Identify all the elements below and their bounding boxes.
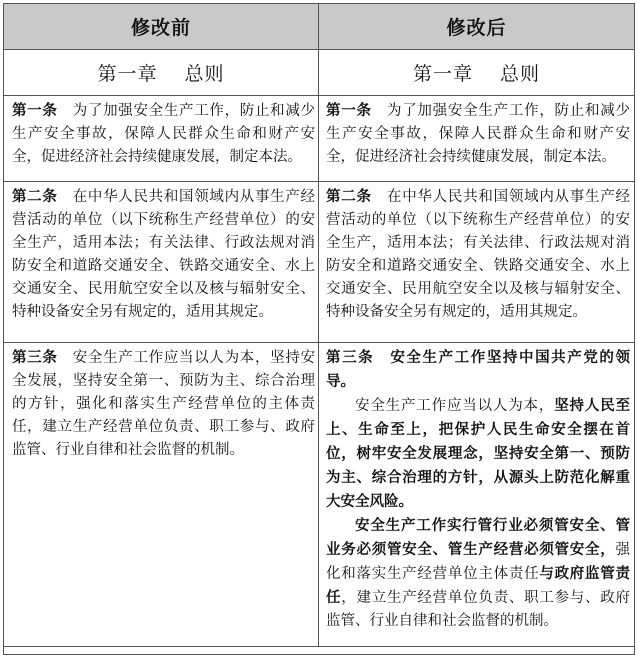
article-2-before-title: 第二条 — [12, 188, 58, 205]
article-3-after-p3b: 强化和落实生产经营单位主体责任 — [326, 542, 630, 582]
article-3-after-p3a: 安全生产工作实行管行业必须管安全、管业务必须管安全、管生产经营必须管安全， — [326, 517, 630, 558]
header-after: 修改后 — [446, 17, 507, 39]
article-3-before-title: 第三条 — [12, 349, 58, 366]
article-3-after — [319, 343, 634, 646]
article-1-before-title: 第一条 — [12, 102, 58, 119]
article-row-2 — [4, 182, 634, 343]
article-row-1 — [4, 96, 634, 182]
chapter-row — [4, 50, 634, 96]
article-2-after-title: 第二条 — [326, 188, 372, 205]
article-1-after-title: 第一条 — [326, 102, 372, 119]
article-3-after-p2a: 安全生产工作应当以人为本， — [355, 398, 555, 414]
article-2-before — [4, 182, 319, 342]
article-2-before-text: 在中华人民共和国领域内从事生产经营活动的单位（以下统称生产经营单位）的安全生产，适用本法；有关法律、行政法规对消防安全和道路交通安全、铁路交通安全、水上交通安全、民用航空安全以及核与辐射安全、特种设备安全另有规定的，适用其规定。 — [12, 189, 316, 320]
table-header-row — [4, 4, 634, 50]
article-3-after-title: 第三条 — [326, 349, 375, 366]
chapter-after-title: 第一章 总则 — [412, 63, 541, 85]
article-3-before — [4, 343, 319, 646]
article-2-after — [319, 182, 634, 342]
article-row-3 — [4, 343, 634, 647]
article-1-after — [319, 96, 634, 181]
article-1-before-text: 为了加强安全生产工作，防止和减少生产安全事故，保障人民群众生命和财产安全，促进经济社会持续健康发展，制定本法。 — [12, 103, 316, 165]
chapter-after — [319, 50, 634, 95]
article-3-before-text: 安全生产工作应当以人为本，坚持安全发展，坚持安全第一、预防为主、综合治理的方针，强化和落实生产经营单位的主体责任，建立生产经营单位负责、职工参与、政府监管、行业自律和社会监督的机制。 — [12, 350, 316, 458]
article-3-after-p1: 安全生产工作坚持中国共产党的领导。 — [326, 349, 630, 390]
article-3-after-p2b: 坚持人民至上、生命至上，把保护人民生命安全摆在首位，树牢安全发展理念，坚持安全第一、预防为主、综合治理的方针，从源头上防范化解重大安全风险。 — [326, 397, 631, 510]
header-before: 修改前 — [4, 4, 319, 49]
chapter-before-title: 第一章 总则 — [97, 63, 225, 85]
article-1-after-text: 为了加强安全生产工作，防止和减少生产安全事故，保障人民群众生命和财产安全，促进经济社会持续健康发展，制定本法。 — [326, 103, 631, 165]
chapter-before — [4, 50, 319, 95]
article-1-before — [4, 96, 319, 181]
article-3-after-p3d: ，建立生产经营单位负责、职工参与、政府监管、行业自律和社会监督的机制。 — [326, 590, 631, 629]
article-2-after-text: 在中华人民共和国领域内从事生产经营活动的单位（以下统称生产经营单位）的安全生产，适用本法；有关法律、行政法规对消防安全和道路交通安全、铁路交通安全、水上交通安全、民用航空安全以及核与辐射安全、特种设备安全另有规定的，适用其规定。 — [326, 189, 631, 320]
comparison-table — [3, 3, 635, 655]
article-3-after-p3c: 与政府监管责任 — [326, 565, 631, 606]
